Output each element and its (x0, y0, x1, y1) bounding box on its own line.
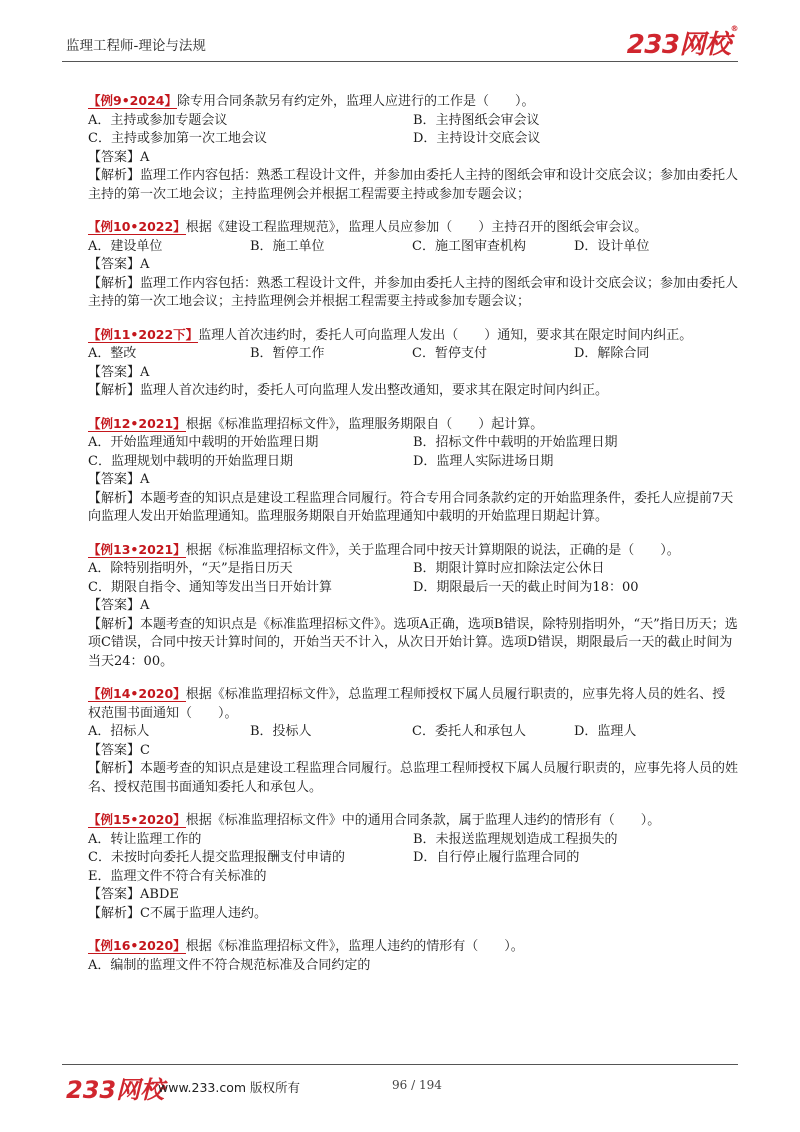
options-grid (88, 723, 738, 742)
page-header (62, 24, 738, 62)
question-stem (88, 937, 738, 957)
option-item: C．期限自指令、通知等发出当日开始计算 (88, 579, 332, 595)
question-block (88, 415, 738, 527)
option-item: A．开始监理通知中载明的开始监理日期 (88, 435, 319, 450)
header-title: 监理工程师-理论与法规 (66, 38, 206, 54)
analysis-text: 【解析】监理人首次违约时，委托人可向监理人发出整改通知，要求其在限定时间内纠正。 (88, 383, 609, 398)
question-stem (88, 541, 738, 561)
question-block (88, 685, 738, 797)
question-text: 根据《标准监理招标文件》，总监理工程师授权下属人员履行职责的，应事先将人员的姓名、授权范围书面通知（ ）。 (88, 687, 726, 721)
question-block (88, 92, 738, 204)
question-tag: 【例15•2020】 (88, 812, 186, 827)
question-tag: 【例14•2020】 (88, 686, 186, 701)
option-item: C．暂停支付 (412, 346, 487, 361)
option-item: D．解除合同 (574, 346, 650, 361)
option-item: E．监理文件不符合有关标准的 (88, 868, 267, 884)
question-tag: 【例11•2022下】 (88, 326, 199, 342)
analysis-text: 【解析】监理工作内容包括：熟悉工程设计文件，并参加由委托人主持的图纸会审和设计交底会议；参加由委托人主持的第一次工地会议；主持监理例会并根据工程需要主持或参加专题会议； (88, 275, 739, 309)
option-item: A．建设单位 (88, 238, 163, 254)
option-item: A．编制的监理文件不符合规范标准及合同约定的 (88, 957, 371, 973)
page-footer (62, 1064, 738, 1104)
option-item: D．监理人实际进场日期 (413, 453, 554, 469)
analysis-text: 【解析】C不属于监理人违约。 (88, 905, 267, 921)
question-tag: 【例10•2022】 (88, 219, 186, 234)
option-item: A．转让监理工作的 (88, 831, 202, 847)
options-grid (88, 238, 738, 257)
options-grid (88, 560, 738, 597)
analysis-text: 【解析】本题考查的知识点是《标准监理招标文件》。选项A正确，选项B错误，除特别指明外，“天”指日历天；选项C错误，合同中按天计算时间的，开始当天不计入，从次日开始计算。选项D错误，期限最后一天的截止时间为当天24：00。 (88, 616, 738, 669)
option-item: D．主持设计交底会议 (413, 131, 541, 146)
option-item: B．主持图纸会审会议 (413, 112, 540, 128)
option-item: C．施工图审查机构 (412, 238, 526, 254)
question-text: 监理人首次违约时，委托人可向监理人发出（ ）通知，要求其在限定时间内纠正。 (198, 327, 693, 343)
question-block (88, 541, 738, 672)
option-item: A．整改 (88, 346, 137, 361)
footer-logo: 233网校 (66, 1076, 165, 1104)
footer-divider (62, 1064, 738, 1065)
question-block (88, 218, 738, 312)
question-tag: 【例12•2021】 (88, 415, 186, 431)
question-tag: 【例9•2024】 (88, 93, 177, 108)
option-item: C．未按时向委托人提交监理报酬支付申请的 (88, 850, 345, 865)
copyright-text: www.233.com 版权所有 (158, 1080, 300, 1095)
header-divider (62, 61, 738, 62)
question-stem (88, 811, 738, 831)
question-tag: 【例16•2020】 (88, 938, 186, 953)
answer-line: 【答案】A (88, 598, 150, 613)
analysis-text: 【解析】本题考查的知识点是建设工程监理合同履行。符合专用合同条款约定的开始监理条件，委托人应提前7天向监理人发出开始监理通知。监理服务期限自开始监理通知中载明的开始监理日期起计算。 (88, 490, 734, 524)
answer-line: 【答案】A (88, 257, 150, 272)
option-item: C．主持或参加第一次工地会议 (88, 131, 267, 146)
options-grid (88, 831, 738, 868)
question-text: 除专用合同条款另有约定外，监理人应进行的工作是（ ）。 (176, 94, 535, 109)
question-text: 根据《标准监理招标文件》中的通用合同条款，属于监理人违约的情形有（ ）。 (185, 813, 661, 828)
brand-logo: 233网校® (626, 24, 738, 60)
answer-line: 【答案】A (88, 149, 150, 165)
analysis-text: 【解析】监理工作内容包括：熟悉工程设计文件，并参加由委托人主持的图纸会审和设计交底会议；参加由委托人主持的第一次工地会议；主持监理例会并根据工程需要主持或参加专题会议； (88, 168, 739, 202)
answer-line: 【答案】A (88, 364, 150, 380)
question-text: 根据《标准监理招标文件》，监理服务期限自（ ）起计算。 (185, 416, 544, 432)
question-text: 根据《建设工程监理规范》，监理人员应参加（ ）主持召开的图纸会审会议。 (185, 220, 648, 235)
question-block (88, 937, 738, 975)
page-number: 96 / 194 (392, 1078, 442, 1092)
question-stem (88, 326, 738, 346)
question-stem (88, 685, 738, 723)
option-item: A．招标人 (88, 724, 150, 739)
option-item: A．除特别指明外，“天”是指日历天 (88, 561, 293, 576)
option-item: C．委托人和承包人 (412, 724, 526, 739)
analysis-text: 【解析】本题考查的知识点是建设工程监理合同履行。总监理工程师授权下属人员履行职责的，应事先将人员的姓名、授权范围书面通知委托人和承包人。 (88, 761, 739, 795)
answer-line: 【答案】C (88, 742, 150, 758)
option-item: B．投标人 (250, 724, 312, 739)
options-grid (88, 434, 738, 471)
answer-line: 【答案】ABDE (88, 887, 179, 902)
question-stem (88, 218, 738, 238)
options-grid (88, 345, 738, 364)
option-item: D．自行停止履行监理合同的 (413, 850, 580, 865)
option-item: D．监理人 (574, 724, 637, 739)
question-stem (88, 92, 738, 112)
answer-line: 【答案】A (88, 472, 150, 487)
option-item: B．未报送监理规划造成工程损失的 (413, 831, 618, 847)
question-block (88, 326, 738, 401)
option-item: B．期限计算时应扣除法定公休日 (413, 561, 605, 576)
question-tag: 【例13•2021】 (88, 541, 186, 557)
option-item: D．设计单位 (574, 238, 650, 254)
question-stem (88, 415, 738, 435)
question-text: 根据《标准监理招标文件》，关于监理合同中按天计算期限的说法，正确的是（ ）。 (185, 542, 680, 558)
option-item: C．监理规划中载明的开始监理日期 (88, 453, 293, 469)
option-item: B．暂停工作 (250, 346, 325, 361)
option-item: A．主持或参加专题会议 (88, 112, 228, 128)
question-list (88, 92, 738, 989)
option-item: D．期限最后一天的截止时间为18：00 (413, 579, 639, 595)
question-text: 根据《标准监理招标文件》，监理人违约的情形有（ ）。 (185, 939, 524, 954)
option-item: B．招标文件中载明的开始监理日期 (413, 435, 618, 450)
options-grid (88, 112, 738, 149)
question-block (88, 811, 738, 923)
option-item: B．施工单位 (250, 238, 325, 254)
